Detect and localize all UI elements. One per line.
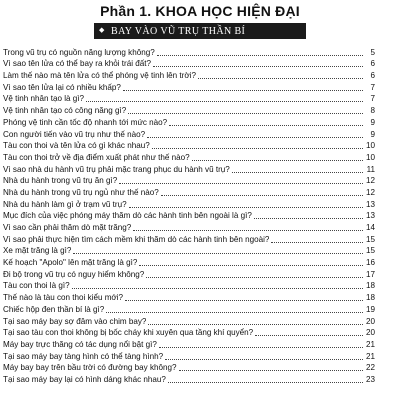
toc-entry-page: 12 [365, 176, 375, 186]
toc-entry [3, 151, 375, 163]
toc-entry [3, 268, 375, 280]
toc-entry [3, 291, 375, 303]
toc-entry-page: 22 [365, 363, 375, 373]
toc-entry-title: Nhà du hành trong vũ trụ ngủ như thế nào? [3, 187, 159, 197]
toc-entry [3, 140, 375, 152]
toc-entry-title: Tàu con thoi trở về địa điểm xuất phát như thế nào? [3, 152, 190, 162]
toc-entry [3, 58, 375, 70]
toc-entry-title: Tại sao máy bay lại có hình dáng khác nhau? [3, 374, 166, 384]
toc-entry-title: Nhà du hành làm gì ở trạm vũ trụ? [3, 199, 127, 209]
toc-entry-page: 18 [365, 281, 375, 291]
toc-entry [3, 210, 375, 222]
toc-entry-page: 16 [365, 258, 375, 268]
dot-leader [147, 137, 363, 138]
toc-entry [3, 233, 375, 245]
toc-entry-title: Vì sao nhà du hành vũ trụ phải mặc trang phục du hành vũ trụ? [3, 164, 230, 174]
dot-leader [192, 160, 363, 161]
toc-entry-title: Kế hoạch "Apolo" lên mặt trăng là gì? [3, 258, 138, 268]
dot-leader [119, 183, 363, 184]
dot-leader [73, 253, 363, 254]
toc-entry-title: Vì sao phải thực hiện tìm cách mềm khi thăm dò các hành tinh bên ngoài? [3, 234, 270, 244]
toc-entry-title: Thế nào là tàu con thoi kiểu mới? [3, 293, 124, 303]
toc-entry-title: Mục đích của việc phóng máy thăm dò các hành tinh bên ngoài là gì? [3, 211, 252, 221]
toc-entry [3, 116, 375, 128]
toc-entry [3, 128, 375, 140]
dot-leader [148, 324, 363, 325]
toc-entry-page: 19 [365, 304, 375, 314]
toc-entry [3, 46, 375, 58]
toc-entry-title: Trong vũ trụ có nguồn năng lượng không? [3, 47, 155, 57]
diamond-bullet-icon: ◆ [99, 27, 105, 34]
toc-entry [3, 186, 375, 198]
toc-entry-page: 12 [365, 187, 375, 197]
toc-entry [3, 81, 375, 93]
section-banner [94, 23, 306, 39]
toc-entry-title: Xe mặt trăng là gì? [3, 246, 72, 256]
toc-entry-page: 14 [365, 223, 375, 232]
toc-entry-page: 21 [365, 339, 375, 349]
toc-entry-page: 10 [365, 141, 375, 151]
toc-entry [3, 362, 375, 374]
toc-entry-title: Tàu con thoi và tên lửa có gì khác nhau? [3, 141, 150, 151]
toc-entry-title: Tại sao máy bay sợ đâm vào chim bay? [3, 316, 147, 326]
toc-entry [3, 221, 375, 233]
toc-entry [3, 350, 375, 362]
toc-entry-title: Vì sao cần phải thăm dò mặt trăng? [3, 223, 132, 232]
toc-entry-title: Tại sao tàu con thoi không bị bốc cháy khi xuyên qua tầng khí quyển? [3, 328, 254, 338]
toc-entry-title: Máy bay bay trên bầu trời có đường bay không? [3, 363, 177, 373]
dot-leader [169, 125, 363, 126]
toc-entry-page: 6 [370, 59, 375, 69]
toc-entry-page: 11 [366, 164, 375, 174]
toc-entry-title: Chiếc hộp đen thần bí là gì? [3, 304, 105, 314]
dot-leader [106, 312, 363, 313]
toc-entry [3, 338, 375, 350]
toc-entry [3, 198, 375, 210]
toc-entry-page: 15 [365, 246, 375, 256]
section-title: BAY VÀO VŨ TRỤ THẦN BÍ [111, 25, 246, 37]
toc-entry-title: Vì sao tên lửa lại có nhiều khấp? [3, 82, 121, 92]
toc-entry [3, 245, 375, 257]
toc-entry-page: 13 [365, 211, 375, 221]
dot-leader [129, 207, 363, 208]
toc-entry-page: 18 [365, 293, 375, 303]
toc-entry-title: Đi bộ trong vũ trụ có nguy hiểm không? [3, 269, 145, 279]
dot-leader [159, 347, 363, 348]
toc-entry-page: 23 [365, 374, 375, 384]
toc-entry-page: 5 [370, 47, 375, 57]
toc-entry-title: Phóng vệ tinh cần tốc độ nhanh tới mức nào? [3, 117, 168, 127]
toc-entry [3, 163, 375, 175]
dot-leader [254, 218, 363, 219]
dot-leader [86, 101, 363, 102]
toc-entry-page: 17 [365, 269, 375, 279]
dot-leader [255, 335, 363, 336]
dot-leader [165, 359, 363, 360]
dot-leader [123, 90, 363, 91]
toc-entry-page: 20 [365, 316, 375, 326]
dot-leader [72, 288, 363, 289]
toc-entry-page: 10 [365, 152, 375, 162]
toc-entry-title: Vì sao tên lửa có thể bay ra khỏi trái đất? [3, 59, 152, 69]
toc-entry-title: Vệ tinh nhân tạo có công năng gì? [3, 106, 127, 116]
toc-entry-title: Vệ tinh nhân tạo là gì? [3, 94, 85, 104]
page-title: Phần 1. KHOA HỌC HIỆN ĐẠI [100, 3, 300, 19]
dot-leader [146, 277, 363, 278]
toc-entry-page: 8 [370, 106, 375, 116]
toc-entry [3, 373, 375, 385]
toc-entry-title: Làm thế nào mà tên lửa có thể phóng vệ tinh lên trời? [3, 71, 196, 81]
toc-entry-title: Nhà du hành trong vũ trụ ăn gì? [3, 176, 118, 186]
toc-entry [3, 256, 375, 268]
table-of-contents [3, 46, 375, 385]
toc-entry-page: 7 [370, 94, 375, 104]
dot-leader [161, 195, 363, 196]
toc-entry-page: 21 [365, 351, 375, 361]
toc-entry-page: 7 [370, 82, 375, 92]
dot-leader [179, 370, 363, 371]
dot-leader [232, 172, 363, 173]
dot-leader [133, 230, 363, 231]
dot-leader [125, 300, 363, 301]
toc-entry-title: Tại sao máy bay tàng hình có thể tàng hình? [3, 351, 164, 361]
dot-leader [168, 382, 363, 383]
toc-entry-page: 13 [365, 199, 375, 209]
toc-entry [3, 327, 375, 339]
toc-entry-page: 15 [365, 234, 375, 244]
toc-entry [3, 280, 375, 292]
dot-leader [198, 78, 363, 79]
toc-entry-title: Con người tiến vào vũ trụ như thế nào? [3, 129, 146, 139]
toc-entry [3, 175, 375, 187]
toc-entry [3, 93, 375, 105]
dot-leader [153, 66, 363, 67]
dot-leader [157, 55, 363, 56]
dot-leader [271, 242, 363, 243]
dot-leader [128, 113, 363, 114]
toc-entry-page: 9 [370, 117, 375, 127]
toc-entry [3, 69, 375, 81]
toc-entry-title: Tàu con thoi là gì? [3, 281, 70, 291]
toc-entry [3, 303, 375, 315]
toc-entry-page: 6 [370, 71, 375, 81]
toc-entry [3, 104, 375, 116]
toc-entry-page: 9 [370, 129, 375, 139]
toc-entry-page: 20 [365, 328, 375, 338]
toc-entry [3, 315, 375, 327]
dot-leader [152, 148, 363, 149]
toc-entry-title: Máy bay trực thăng có tác dụng nổi bật gì? [3, 339, 157, 349]
dot-leader [139, 265, 363, 266]
